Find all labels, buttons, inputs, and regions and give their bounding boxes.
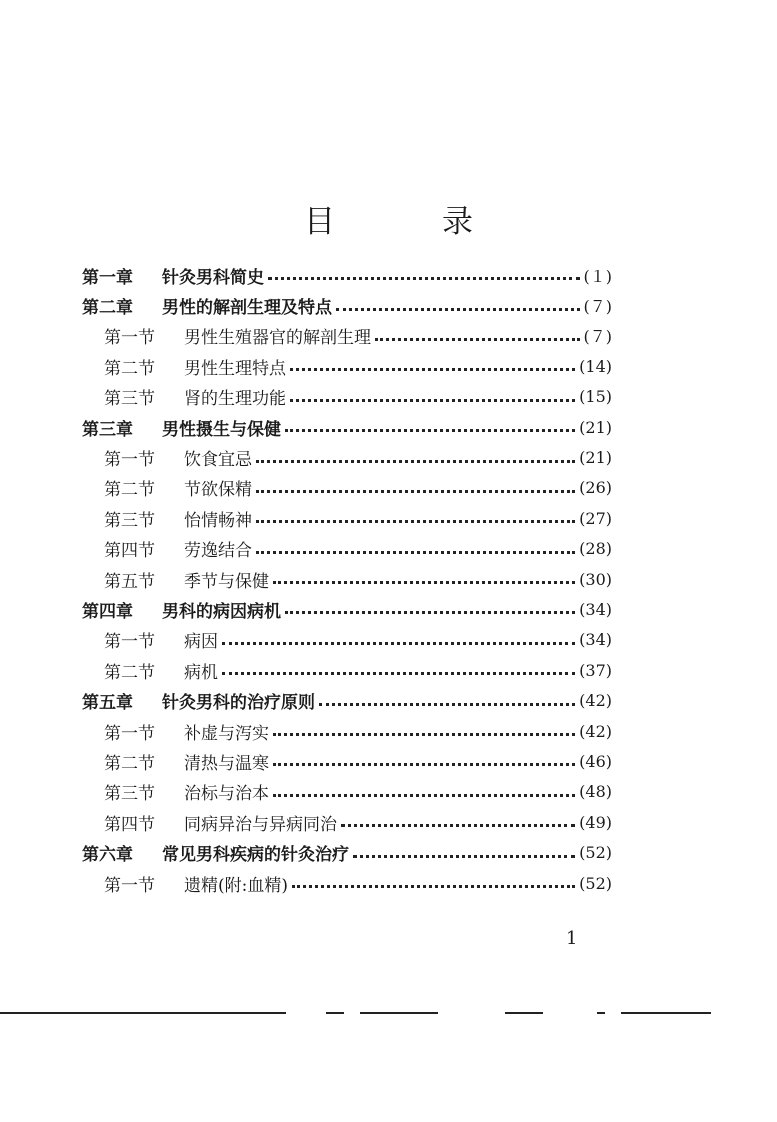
entry-number: 第一章 bbox=[82, 267, 133, 288]
page-title: 目 录 bbox=[304, 204, 511, 240]
toc-chapter-entry bbox=[82, 594, 612, 624]
entry-title: 针灸男科的治疗原则 bbox=[162, 693, 315, 714]
entry-title: 季节与保健 bbox=[184, 571, 269, 592]
entry-number: 第一节 bbox=[104, 875, 155, 896]
entry-page: (15) bbox=[579, 387, 612, 407]
entry-page: (21) bbox=[579, 448, 612, 468]
dot-leader bbox=[285, 428, 575, 432]
toc-section-entry bbox=[82, 473, 612, 503]
dot-leader bbox=[290, 398, 575, 402]
entry-page: (28) bbox=[579, 539, 612, 559]
toc-chapter-entry bbox=[82, 412, 612, 442]
entry-page: (21) bbox=[579, 417, 612, 437]
entry-number: 第二节 bbox=[104, 480, 155, 501]
toc-section-entry bbox=[82, 716, 612, 746]
entry-page: (27) bbox=[579, 508, 612, 528]
dot-leader bbox=[375, 337, 580, 341]
page-number: 1 bbox=[566, 928, 578, 949]
entry-number: 第二节 bbox=[104, 753, 155, 774]
entry-title: 常见男科疾病的针灸治疗 bbox=[162, 845, 349, 866]
entry-title: 怡情畅神 bbox=[184, 510, 252, 531]
entry-page: (42) bbox=[579, 721, 612, 741]
entry-page: (７) bbox=[583, 327, 612, 347]
toc-section-entry bbox=[82, 442, 612, 472]
entry-title: 饮食宜忌 bbox=[184, 450, 252, 471]
entry-page: (52) bbox=[579, 873, 612, 893]
dot-leader bbox=[290, 367, 575, 371]
dot-leader bbox=[256, 489, 575, 493]
entry-title: 清热与温寒 bbox=[184, 753, 269, 774]
entry-title: 补虚与泻实 bbox=[184, 723, 269, 744]
entry-number: 第一节 bbox=[104, 450, 155, 471]
entry-title: 病因 bbox=[184, 632, 218, 653]
entry-number: 第二节 bbox=[104, 358, 155, 379]
entry-title: 男性生殖器官的解剖生理 bbox=[184, 328, 371, 349]
dot-leader bbox=[353, 854, 575, 858]
entry-page: (34) bbox=[579, 599, 612, 619]
entry-number: 第五章 bbox=[82, 693, 133, 714]
toc-section-entry bbox=[82, 777, 612, 807]
entry-title: 同病异治与异病同治 bbox=[184, 814, 337, 835]
toc-section-entry bbox=[82, 655, 612, 685]
entry-title: 治标与治本 bbox=[184, 784, 269, 805]
toc-section-entry bbox=[82, 564, 612, 594]
toc-section-entry bbox=[82, 351, 612, 381]
toc-section-entry bbox=[82, 534, 612, 564]
entry-title: 针灸男科简史 bbox=[162, 267, 264, 288]
dot-leader bbox=[256, 519, 575, 523]
entry-number: 第四节 bbox=[104, 541, 155, 562]
entry-number: 第四章 bbox=[82, 601, 133, 622]
toc-section-entry bbox=[82, 807, 612, 837]
entry-page: (30) bbox=[579, 569, 612, 589]
entry-number: 第三章 bbox=[82, 419, 133, 440]
dot-leader bbox=[273, 793, 575, 797]
entry-page: (７) bbox=[583, 297, 612, 317]
entry-page: (48) bbox=[579, 782, 612, 802]
entry-number: 第三节 bbox=[104, 510, 155, 531]
dot-leader bbox=[292, 884, 575, 888]
entry-page: (26) bbox=[579, 478, 612, 498]
entry-page: (52) bbox=[579, 843, 612, 863]
entry-number: 第二章 bbox=[82, 298, 133, 319]
toc-section-entry bbox=[82, 503, 612, 533]
dot-leader bbox=[336, 307, 580, 311]
bottom-rule bbox=[0, 1012, 777, 1015]
entry-title: 男科的病因病机 bbox=[162, 601, 281, 622]
dot-leader bbox=[273, 762, 575, 766]
entry-number: 第三节 bbox=[104, 389, 155, 410]
entry-number: 第一节 bbox=[104, 723, 155, 744]
toc-chapter-entry bbox=[82, 685, 612, 715]
entry-title: 男性生理特点 bbox=[184, 358, 286, 379]
entry-page: (１) bbox=[583, 266, 612, 286]
entry-number: 第三节 bbox=[104, 784, 155, 805]
dot-leader bbox=[256, 550, 575, 554]
entry-number: 第五节 bbox=[104, 571, 155, 592]
dot-leader bbox=[222, 671, 575, 675]
table-of-contents bbox=[82, 260, 612, 898]
entry-number: 第二节 bbox=[104, 662, 155, 683]
dot-leader bbox=[273, 580, 575, 584]
entry-page: (37) bbox=[579, 660, 612, 680]
dot-leader bbox=[341, 823, 575, 827]
entry-page: (42) bbox=[579, 691, 612, 711]
entry-number: 第一节 bbox=[104, 632, 155, 653]
entry-page: (49) bbox=[579, 812, 612, 832]
entry-number: 第四节 bbox=[104, 814, 155, 835]
dot-leader bbox=[222, 641, 575, 645]
toc-section-entry bbox=[82, 868, 612, 898]
dot-leader bbox=[285, 610, 575, 614]
dot-leader bbox=[268, 276, 580, 280]
dot-leader bbox=[256, 459, 575, 463]
entry-title: 劳逸结合 bbox=[184, 541, 252, 562]
toc-section-entry bbox=[82, 625, 612, 655]
dot-leader bbox=[273, 732, 575, 736]
entry-title: 病机 bbox=[184, 662, 218, 683]
entry-title: 男性摄生与保健 bbox=[162, 419, 281, 440]
entry-page: (14) bbox=[579, 356, 612, 376]
toc-chapter-entry bbox=[82, 260, 612, 290]
entry-page: (34) bbox=[579, 630, 612, 650]
entry-title: 男性的解剖生理及特点 bbox=[162, 298, 332, 319]
toc-section-entry bbox=[82, 321, 612, 351]
dot-leader bbox=[319, 702, 575, 706]
entry-page: (46) bbox=[579, 751, 612, 771]
entry-number: 第一节 bbox=[104, 328, 155, 349]
entry-title: 肾的生理功能 bbox=[184, 389, 286, 410]
entry-title: 节欲保精 bbox=[184, 480, 252, 501]
toc-chapter-entry bbox=[82, 837, 612, 867]
entry-title: 遗精(附:血精) bbox=[184, 875, 288, 896]
toc-chapter-entry bbox=[82, 290, 612, 320]
toc-section-entry bbox=[82, 746, 612, 776]
entry-number: 第六章 bbox=[82, 845, 133, 866]
toc-section-entry bbox=[82, 382, 612, 412]
